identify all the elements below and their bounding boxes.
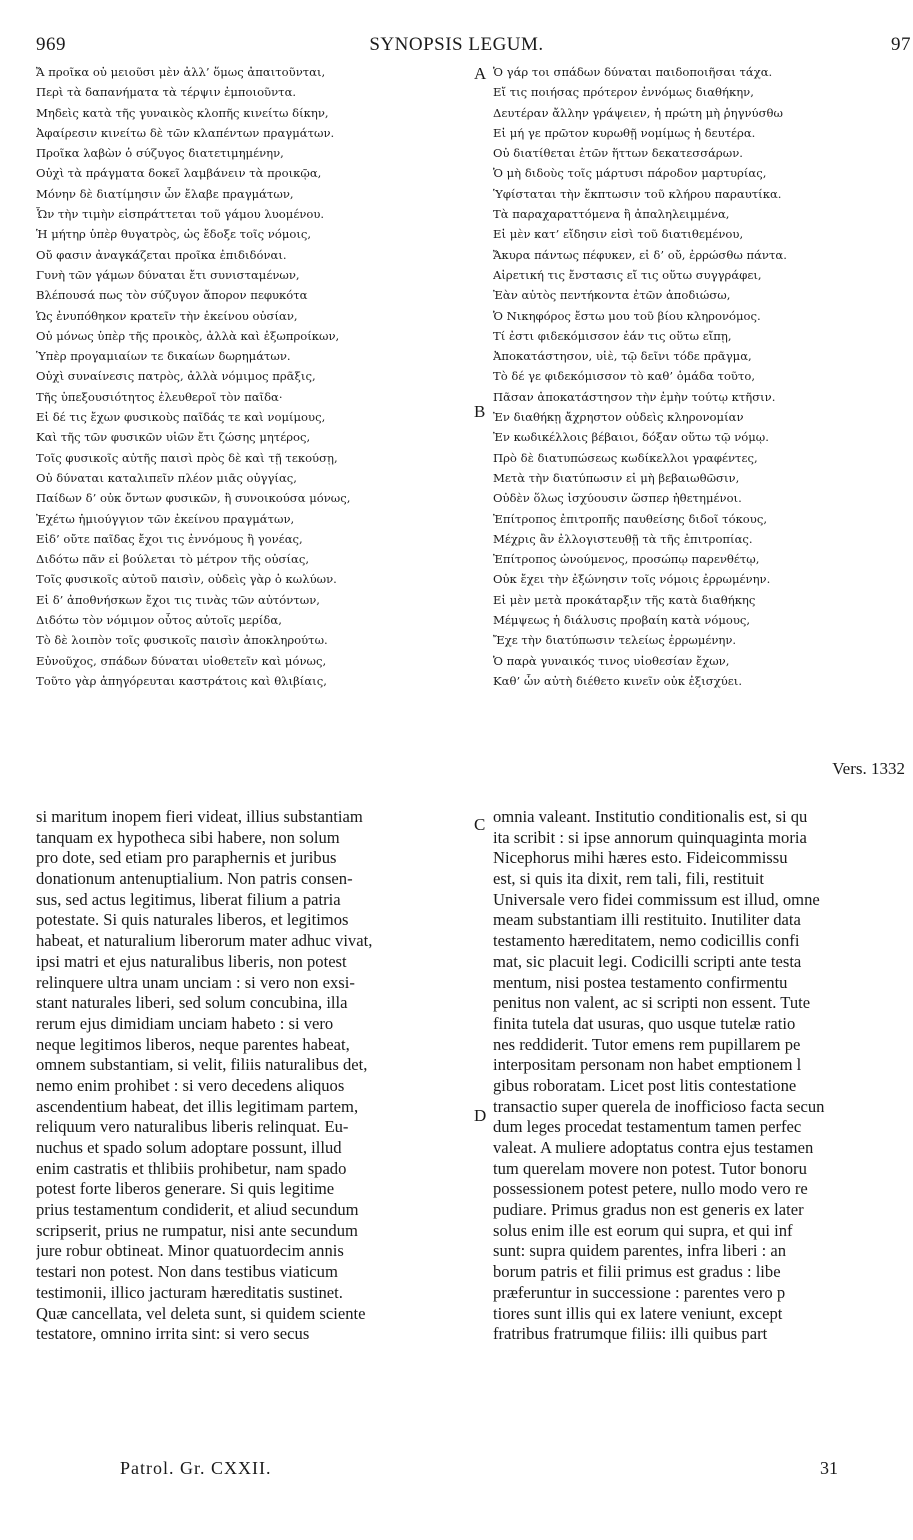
latin-text-line: ipsi matri et ejus naturalibus liberis, non potest bbox=[36, 951, 347, 971]
verse-reference: Vers. 1332 bbox=[832, 759, 905, 778]
greek-verse-line: Ἐπίτροπος ἐπιτροπῆς παυθείσης διδοῖ τόκους, bbox=[493, 511, 768, 526]
greek-verse-column-right bbox=[493, 62, 913, 691]
latin-text-line: ita scribit : si ipse annorum quinquaginta moria bbox=[493, 827, 807, 847]
latin-text-line: omnem substantiam, si velit, filiis naturalibus det, bbox=[36, 1055, 368, 1075]
greek-verse-line: Μετὰ τὴν διατύπωσιν εἰ μὴ βεβαιωθῶσιν, bbox=[493, 470, 740, 485]
greek-verse-line: Οὐ διατίθεται ἐτῶν ἥττων δεκατεσσάρων. bbox=[493, 146, 743, 161]
latin-text-line: pro dote, sed etiam pro paraphernis et juribus bbox=[36, 848, 337, 868]
latin-text-line: mat, sic placuit legi. Codicilli scripti ante testa bbox=[493, 951, 802, 971]
greek-verse-column-left bbox=[36, 62, 464, 691]
greek-verse-line: Εἰ δέ τις ἔχων φυσικοὺς παῖδάς τε καὶ νομίμους, bbox=[36, 410, 326, 425]
latin-text-line: fratribus fratrumque filiis: illi quibus part bbox=[493, 1324, 768, 1344]
page-number-left: 969 bbox=[36, 34, 66, 55]
greek-verse-line: Ὁ γάρ τοι σπάδων δύναται παιδοποιῆσαι τάχα. bbox=[493, 65, 773, 79]
latin-text-line: reliquum vero naturalibus liberis relinquat. Eu- bbox=[36, 1117, 349, 1137]
margin-marker-c: C bbox=[474, 815, 486, 834]
greek-verse-line: Οὐχὶ συναίνεσις πατρὸς, ἀλλὰ νόμιμος πρᾶξις, bbox=[36, 369, 316, 384]
latin-text-line: est, si quis ita dixit, rem tali, fili, restituit bbox=[493, 869, 765, 889]
running-title: SYNOPSIS LEGUM. bbox=[369, 34, 544, 55]
greek-verse-line: Καθ’ ὧν αὐτὴ διέθετο κινεῖν οὐκ ἐξισχύει. bbox=[493, 673, 743, 688]
greek-verse-line: Εἰ μὲν μετὰ προκάταρξιν τῆς κατὰ διαθήκης bbox=[493, 592, 756, 607]
greek-verse-line: Ἐπίτροπος ὠνούμενος, προσώπῳ παρενθέτῳ, bbox=[493, 552, 760, 567]
greek-verse-line: Μέμψεως ἡ διάλυσις προβαίη κατὰ νόμους, bbox=[493, 613, 751, 628]
latin-text-line: Nicephorus mihi hæres esto. Fideicommissu bbox=[493, 848, 788, 868]
latin-text-line: sunt: supra quidem parentes, infra liberi : an bbox=[493, 1241, 787, 1261]
greek-verse-line: Ἐχέτω ἡμιούγγιον τῶν ἐκείνου πραγμάτων, bbox=[36, 511, 295, 526]
greek-verse-line: Εἰ μὲν κατ’ εἴδησιν εἰσὶ τοῦ διατιθεμένου, bbox=[493, 227, 744, 242]
greek-verse-line: Εἴ τις ποιήσας πρότερον ἐννόμως διαθήκην, bbox=[493, 85, 754, 100]
margin-marker-b: B bbox=[474, 402, 486, 421]
latin-text-line: prius testamentum condiderit, et aliud secundum bbox=[36, 1200, 359, 1220]
greek-verse-line: Προῖκα λαβὼν ὁ σύζυγος διατετιμημένην, bbox=[36, 146, 284, 161]
footer-source: Patrol. Gr. CXXII. bbox=[120, 1458, 272, 1478]
latin-text-line: transactio super querela de inofficioso facta secun bbox=[493, 1096, 825, 1116]
greek-verse-line: Ἔχε τὴν διατύπωσιν τελείως ἐρρωμένην. bbox=[493, 633, 737, 648]
latin-text-line: Quæ cancellata, vel deleta sunt, si quidem sciente bbox=[36, 1303, 366, 1323]
latin-text-line: præferuntur in successione : parentes vero p bbox=[493, 1282, 786, 1302]
latin-text-line: stant naturales liberi, sed solum concubina, illa bbox=[36, 993, 348, 1013]
latin-text-line: gibus roboratam. Licet post litis contestatione bbox=[493, 1075, 797, 1095]
latin-text-line: tum querelam movere non potest. Tutor bonoru bbox=[493, 1158, 807, 1178]
greek-verse-line: Τοῦτο γὰρ ἀπηγόρευται καστράτοις καὶ θλιβίαις, bbox=[36, 673, 327, 688]
greek-verse-line: Περὶ τὰ δαπανήματα τὰ τέρψιν ἐμποιοῦντα. bbox=[36, 85, 297, 100]
greek-verse-line: Διδότω τὸν νόμιμον οὗτος αὐτοῖς μερίδα, bbox=[36, 613, 282, 628]
greek-verse-line: Εἰδ’ οὔτε παῖδας ἔχοι τις ἐννόμους ἢ γονέας, bbox=[36, 531, 303, 546]
greek-verse-line: Ὑφίσταται τὴν ἔκπτωσιν τοῦ κλήρου παραυτίκα. bbox=[493, 186, 782, 201]
greek-verse-line: Διδότω πᾶν εἰ βούλεται τὸ μέτρον τῆς οὐσίας, bbox=[36, 552, 310, 567]
margin-marker-d: D bbox=[474, 1106, 487, 1125]
latin-text-line: testamento hæreditatem, nemo codicillis confi bbox=[493, 931, 800, 951]
greek-verse-line: Τοῖς φυσικοῖς αὐτοῦ παισὶν, οὐδεὶς γὰρ ὁ κωλύων. bbox=[36, 572, 337, 587]
latin-text-line: omnia valeant. Institutio conditionalis est, si qu bbox=[493, 807, 808, 826]
latin-text-line: solus enim ille est eorum qui supra, et qui inf bbox=[493, 1220, 793, 1240]
greek-verse-line: Ἄ προῖκα οὐ μειοῦσι μὲν ἀλλ’ ὅμως ἀπαιτοῦνται, bbox=[36, 65, 326, 79]
greek-verse-line: Ἀποκατάστησον, υἱὲ, τῷ δεῖνι τόδε πρᾶγμα, bbox=[493, 349, 752, 364]
greek-verse-line: Ἐν κωδικέλλοις βέβαιοι, δόξαν οὕτω τῷ νόμῳ. bbox=[493, 430, 769, 445]
greek-verse-line: Ἐν διαθήκῃ ἄχρηστον οὐδεὶς κληρονομίαν bbox=[493, 410, 744, 425]
greek-verse-line: Ὁ παρὰ γυναικός τινος υἱοθεσίαν ἔχων, bbox=[493, 653, 730, 668]
greek-verse-line: Ἐὰν αὐτὸς πεντήκοντα ἐτῶν ἀποδιώσω, bbox=[493, 288, 731, 303]
latin-text-line: si maritum inopem fieri videat, illius substantiam bbox=[36, 807, 363, 826]
greek-verse-line: Τί ἐστι φιδεκόμισσον ἐάν τις οὕτω εἴπῃ, bbox=[493, 328, 732, 343]
latin-text-line: enim castratis et thlibiis prohibetur, nam spado bbox=[36, 1158, 347, 1178]
greek-verse-line: Οὐ δύναται καταλιπεῖν πλέον μιᾶς οὐγγίας, bbox=[36, 470, 297, 485]
greek-verse-line: Τοῖς φυσικοῖς αὐτῆς παισὶ πρὸς δὲ καὶ τῇ τεκούσῃ, bbox=[36, 450, 338, 465]
footer-signature: 31 bbox=[820, 1458, 838, 1478]
latin-text-line: ascendentium habeat, det illis legitimam partem, bbox=[36, 1096, 359, 1116]
greek-verse-line: Οὐδὲν ὅλως ἰσχύουσιν ὥσπερ ἠθετημένοι. bbox=[493, 491, 742, 506]
page-number-right: 97 bbox=[891, 34, 911, 55]
greek-verse-line: Γυνὴ τῶν γάμων δύναται ἔτι συνισταμένων, bbox=[36, 267, 300, 282]
greek-verse-line: Οὔ φασιν ἀναγκάζεται προῖκα ἐπιδιδόναι. bbox=[36, 247, 287, 262]
latin-text-line: mentum, nisi postea testamento confirmentu bbox=[493, 972, 788, 992]
margin-marker-a: A bbox=[474, 64, 487, 83]
greek-verse-line: Πᾶσαν ἀποκατάστησον τὴν ἐμὴν τούτῳ κτῆσιν. bbox=[493, 389, 776, 404]
latin-text-line: Universale vero fidei commissum est illud, omne bbox=[493, 889, 820, 909]
latin-text-line: donationum antenuptialium. Non patris consen- bbox=[36, 869, 353, 889]
latin-translation-column-left bbox=[36, 807, 470, 1345]
greek-verse-line: Οὐ μόνως ὑπὲρ τῆς προικὸς, ἀλλὰ καὶ ἐξωπροίκων, bbox=[36, 328, 340, 343]
latin-text-line: possessionem potest petere, nullo modo vero re bbox=[493, 1179, 808, 1199]
latin-text-line: pudiare. Primus gradus non est generis ex later bbox=[493, 1200, 804, 1220]
greek-verse-line: Ἡ μήτηρ ὑπὲρ θυγατρὸς, ὡς ἔδοξε τοῖς νόμοις, bbox=[36, 227, 312, 242]
greek-verse-line: Ὁ μὴ διδοὺς τοῖς μάρτυσι πάροδον μαρτυρίας, bbox=[493, 166, 767, 181]
latin-text-line: borum patris et filii primus est gradus : libe bbox=[493, 1262, 781, 1282]
latin-text-line: finita tutela dat usuras, quo usque tutelæ ratio bbox=[493, 1013, 796, 1033]
latin-text-line: dum leges procedat testamentum tamen perfec bbox=[493, 1117, 802, 1137]
greek-verse-line: Οὐχὶ τὰ πράγματα δοκεῖ λαμβάνειν τὰ προικῷα, bbox=[36, 166, 322, 181]
latin-text-line: interpositam personam non habet emptionem l bbox=[493, 1055, 802, 1075]
latin-text-line: neque legitimos liberos, neque parentes habeat, bbox=[36, 1034, 350, 1054]
latin-text-line: testimonii, illico jacturam hæreditatis sustinet. bbox=[36, 1282, 343, 1302]
greek-verse-line: Παίδων δ’ οὐκ ὄντων φυσικῶν, ἢ συνοικούσα μόνως, bbox=[36, 491, 351, 506]
latin-text-line: jure robur obtineat. Minor quatuordecim annis bbox=[36, 1241, 344, 1261]
latin-text-line: sus, sed actus legitimus, liberat filium a patria bbox=[36, 889, 341, 909]
greek-verse-line: Δευτέραν ἄλλην γράψειεν, ἡ πρώτη μὴ ῥηγνύσθω bbox=[493, 105, 783, 120]
latin-text-line: scripserit, prius ne rumpatur, nisi ante secundum bbox=[36, 1220, 358, 1240]
latin-text-line: habeat, et naturalium liberorum mater adhuc vivat, bbox=[36, 931, 373, 951]
latin-text-line: potestate. Si quis naturales liberos, et legitimos bbox=[36, 910, 349, 930]
latin-text-line: testatore, omnino irrita sint: si vero secus bbox=[36, 1324, 310, 1344]
greek-verse-line: Ἀφαίρεσιν κινείτω δὲ τῶν κλαπέντων πραγμάτων. bbox=[36, 125, 335, 140]
latin-text-line: rerum ejus dimidiam unciam habeto : si vero bbox=[36, 1013, 334, 1033]
latin-text-line: nemo enim prohibet : si vero decedens aliquos bbox=[36, 1075, 345, 1095]
greek-verse-line: Τὸ δέ γε φιδεκόμισσον τὸ καθ’ ὁμάδα τοῦτο, bbox=[493, 369, 756, 384]
greek-verse-line: Μέχρις ἂν ἐλλογιστευθῇ τὰ τῆς ἐπιτροπίας. bbox=[493, 531, 753, 546]
greek-verse-line: Ὁ Νικηφόρος ἔστω μου τοῦ βίου κληρονόμος. bbox=[493, 308, 761, 323]
greek-verse-line: Τὸ δὲ λοιπὸν τοῖς φυσικοῖς παισὶν ἀποκληρούτω. bbox=[36, 633, 328, 648]
greek-verse-line: Εὐνοῦχος, σπάδων δύναται υἱοθετεῖν καὶ μόνως, bbox=[36, 653, 327, 668]
greek-verse-line: Εἰ δ’ ἀποθνήσκων ἔχοι τις τινὰς τῶν αὐτόντων, bbox=[36, 592, 320, 607]
latin-translation-column-right bbox=[493, 807, 913, 1345]
greek-verse-line: Τὰ παραχαραττόμενα ἢ ἀπαληλειμμένα, bbox=[493, 207, 730, 222]
greek-verse-line: Καὶ τῆς τῶν φυσικῶν υἱῶν ἔτι ζώσης μητέρος, bbox=[36, 430, 311, 445]
greek-verse-line: Μόνην δὲ διατίμησιν ὧν ἔλαβε πραγμάτων, bbox=[36, 186, 294, 201]
latin-text-line: testari non potest. Non dans testibus viaticum bbox=[36, 1262, 338, 1282]
latin-text-line: potest forte liberos generare. Si quis legitime bbox=[36, 1179, 335, 1199]
greek-verse-line: Ἄκυρα πάντως πέφυκεν, εἰ δ’ οὔ, ἐρρώσθω πάντα. bbox=[493, 247, 787, 262]
latin-text-line: tanquam ex hypotheca sibi habere, non solum bbox=[36, 827, 340, 847]
greek-verse-line: Μηδεὶς κατὰ τῆς γυναικὸς κλοπῆς κινείτω δίκην, bbox=[36, 105, 329, 120]
latin-text-line: tiores sunt illis qui ex latere veniunt, except bbox=[493, 1303, 783, 1323]
greek-verse-line: Αἱρετική τις ἔνστασις εἴ τις οὕτω συγγράφει, bbox=[493, 267, 762, 282]
latin-text-line: relinquere ultra unam unciam : si vero non exsi- bbox=[36, 972, 355, 992]
greek-verse-line: Οὐκ ἔχει τὴν ἐξώνησιν τοῖς νόμοις ἐρρωμένην. bbox=[493, 572, 771, 587]
greek-verse-line: Τῆς ὑπεξουσιότητος ἐλευθεροῖ τὸν παῖδα· bbox=[36, 389, 283, 404]
greek-verse-line: Εἰ μή γε πρῶτον κυρωθῇ νομίμως ἡ δευτέρα. bbox=[493, 125, 756, 140]
latin-text-line: nes reddiderit. Tutor emens rem pupillarem pe bbox=[493, 1034, 801, 1054]
latin-text-line: valeat. A muliere adoptatus contra ejus testamen bbox=[493, 1138, 814, 1157]
greek-verse-line: Βλέπουσά πως τὸν σύζυγον ἄπορον πεφυκότα bbox=[36, 288, 308, 303]
greek-verse-line: Ὡς ἐνυπόθηκον κρατεῖν τὴν ἐκείνου οὐσίαν, bbox=[36, 308, 298, 323]
latin-text-line: meam substantiam illi restituito. Inutiliter data bbox=[493, 910, 801, 930]
greek-verse-line: Πρὸ δὲ διατυπώσεως κωδίκελλοι γραφέντες, bbox=[493, 450, 758, 465]
greek-verse-line: Ὧν τὴν τιμὴν εἰσπράττεται τοῦ γάμου λυομένου. bbox=[36, 207, 325, 222]
greek-verse-line: Ὑπὲρ προγαμιαίων τε δικαίων δωρημάτων. bbox=[36, 349, 291, 364]
latin-text-line: penitus non valent, ac si scripti non essent. Tute bbox=[493, 993, 811, 1013]
latin-text-line: nuchus et spado solum adoptare possunt, illud bbox=[36, 1138, 342, 1157]
